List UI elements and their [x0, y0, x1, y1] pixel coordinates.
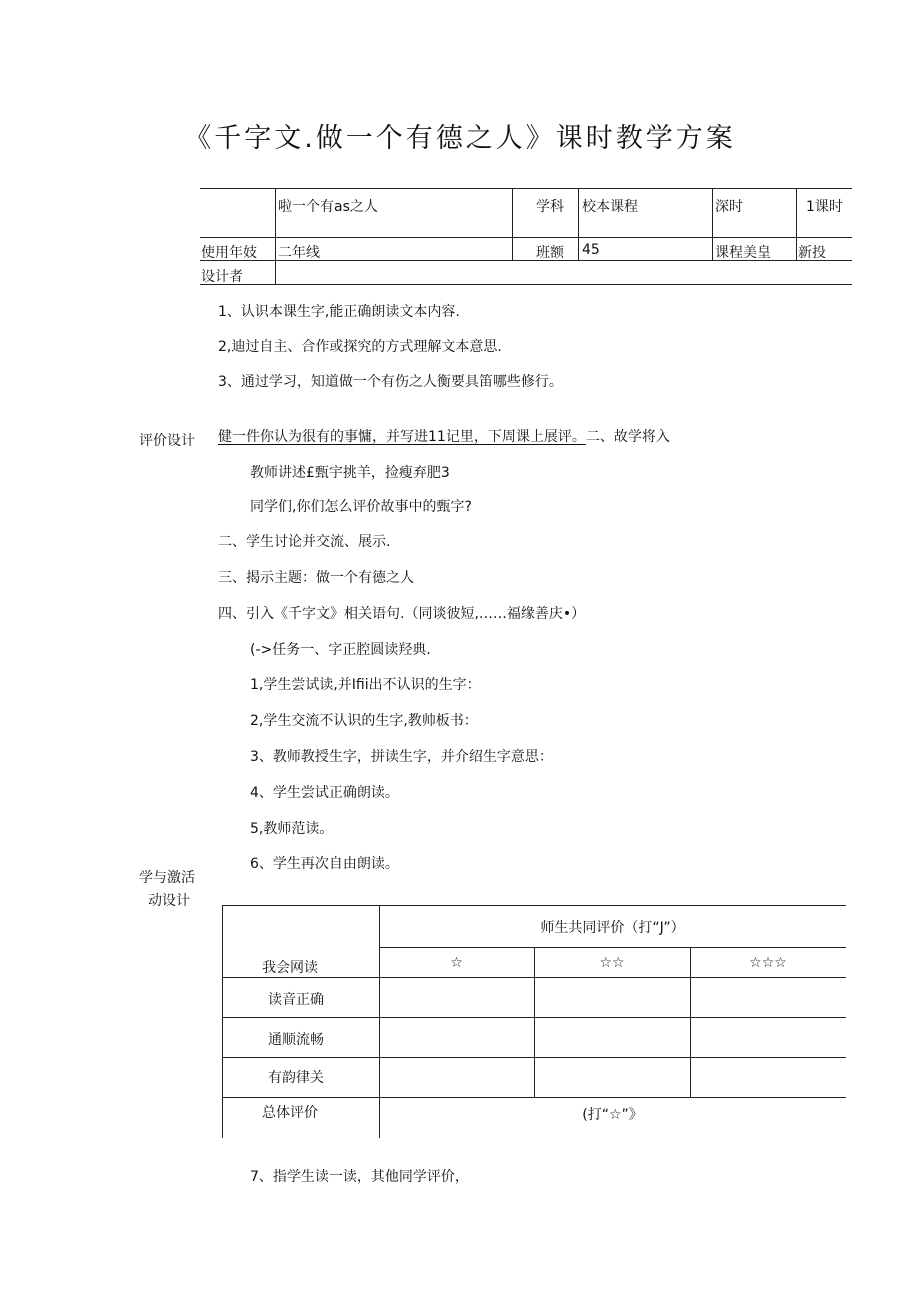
- step-item: (->任务一、字正腔圆读羟典.: [250, 642, 431, 658]
- rubric-group-header: 师生共同评价（打“J”）: [540, 920, 685, 936]
- rubric-corner-label: 我会网读: [262, 960, 318, 976]
- subject-label: 学科: [536, 199, 564, 215]
- criterion-row-label: 通顺流畅: [268, 1032, 324, 1048]
- topic-value: 啦一个有as之人: [278, 199, 378, 215]
- class-value: 45: [582, 242, 600, 258]
- designer-label: 设计者: [201, 269, 243, 285]
- step-item: 二、学生讨论并交流、展示.: [218, 534, 391, 550]
- objective-item: 2,迪过自主、合作或探究的方式理解文本意思.: [218, 339, 502, 355]
- step-item: 5,教师范读。: [250, 821, 334, 837]
- star-level-1: ☆: [450, 955, 463, 971]
- type-label: 课程美皇: [715, 245, 771, 261]
- evaluation-text: [218, 426, 670, 446]
- star-level-2: ☆☆: [599, 955, 625, 971]
- subject-value: 校本课程: [582, 199, 638, 215]
- objective-item: 1、认识本课生字,能正确朗读文本内容.: [218, 304, 460, 320]
- step-item: 4、学生尝试正确朗读。: [250, 785, 399, 801]
- evaluation-tail: 二、故学将入: [585, 429, 670, 445]
- step-item: 教师讲述£甄宇挑羊，捡瘦弃肥3: [250, 465, 450, 481]
- class-label: 班额: [536, 245, 564, 261]
- step-item: 3、教师教授生字，拼读生字，并介绍生字意思：: [250, 749, 553, 765]
- activity-section-label-line1: 学与激活: [139, 870, 195, 886]
- objective-item: 3、通过学习，知道做一个有伤之人衡要具笛哪些修行。: [218, 374, 563, 390]
- grade-value: 二年线: [278, 245, 320, 261]
- page-title: 《千字文.做一个有德之人》课时教学方案: [184, 123, 736, 154]
- activity-section-label-line2: 动设计: [148, 893, 190, 909]
- step-item: 1,学生尝试读,并Ifii出不认识的生字：: [250, 677, 481, 693]
- final-step: 7、指学生读一读，其他同学评价，: [250, 1169, 469, 1185]
- grade-label: 使用年妓: [201, 245, 257, 261]
- step-item: 同学们,你们怎么评价故事中的甄字?: [250, 499, 472, 515]
- evaluation-section-label: 评价设计: [139, 433, 195, 449]
- step-item: 四、引入《千字文》相关语句.（同谈彼短,……福缘善庆•）: [218, 606, 586, 622]
- type-value: 新投: [798, 245, 826, 261]
- overall-label: 总体评价: [262, 1105, 318, 1121]
- step-item: 2,学生交流不认识的生字,教帅板书：: [250, 713, 478, 729]
- step-item: 三、揭示主题：做一个有德之人: [218, 570, 414, 586]
- criterion-row-label: 读音正确: [268, 992, 324, 1008]
- period-value: 1课时: [806, 199, 843, 215]
- star-level-3: ☆☆☆: [749, 955, 787, 971]
- period-label: 深时: [715, 199, 743, 215]
- step-item: 6、学生再次自由朗读。: [250, 856, 399, 872]
- evaluation-task: 健一件你认为很有的事慵，并写进11记里，下周课上展评。: [218, 429, 586, 445]
- overall-value: (打“☆”》: [582, 1107, 643, 1123]
- criterion-row-label: 有韵律关: [268, 1070, 324, 1086]
